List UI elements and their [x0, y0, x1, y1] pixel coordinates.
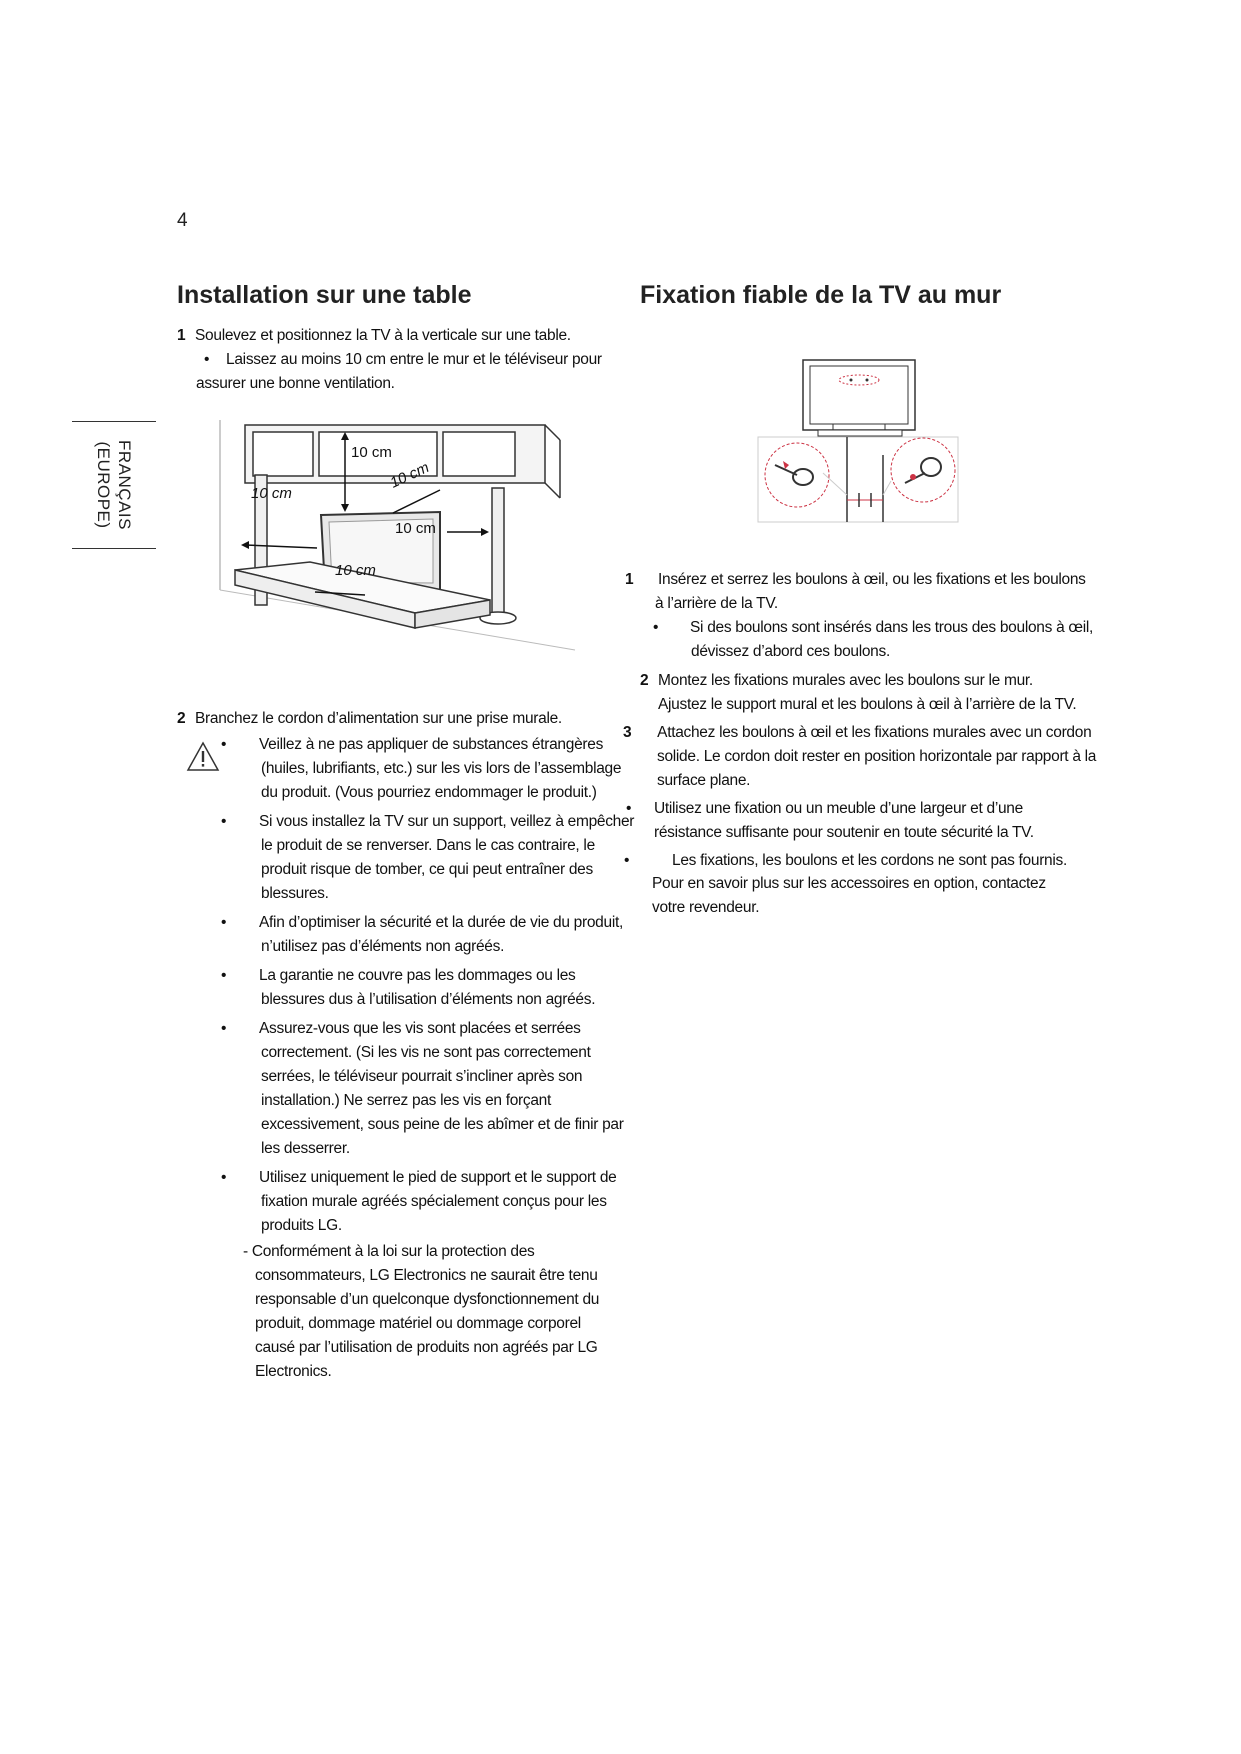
label-left-gap: 10 cm — [251, 485, 292, 502]
warning-bullet: • Afin d’optimiser la sécurité et la durée de vie du produit, n’utilisez pas d’éléments non agréés. — [221, 914, 623, 955]
right-step1: 1 Insérez et serrez les boulons à œil, ou les fixations et les boulons à l’arrière de la TV. — [625, 571, 1086, 612]
section-title-table: Installation sur une table — [177, 281, 472, 309]
warning-sub-dash: - Conformément à la loi sur la protection des consommateurs, LG Electronics ne saurait être tenu responsable d’un quelconque dysfonctionnement du produit, dommage matériel ou dommage corporel causé par l’utilisation de produits non agréés par LG Electronics. — [243, 1243, 600, 1380]
left-step1-bullet: • Laissez au moins 10 cm entre le mur et le téléviseur pour assurer une bonne ventilation. — [196, 351, 602, 392]
warning-bullet: • Assurez-vous que les vis sont placées et serrées correctement. (Si les vis ne sont pas correctement serrées, le téléviseur pourrait s’incliner après son installation.) Ne serrez pas les vis en forçant excessivement, sous peine de les abîmer et de finir par les desserrer. — [221, 1020, 624, 1157]
warning-bullets — [221, 733, 636, 1384]
warning-triangle-icon — [186, 741, 220, 772]
right-step3: 3 Attachez les boulons à œil et les fixations murales avec un cordon solide. Le cordon doit rester en position horizontale par rapport à la surface plane. — [623, 724, 1097, 789]
label-top-gap: 10 cm — [351, 444, 392, 461]
warning-bullet: • Si vous installez la TV sur un support, veillez à empêcher le produit de se renverser. Dans le cas contraire, le produit risque de tomber, ce qui peut entraîner des blessures. — [221, 813, 635, 902]
right-bullet1: • Utilisez une fixation ou un meuble d’une largeur et d’une résistance suffisante pour soutenir en toute sécurité la TV. — [626, 800, 1034, 841]
left-step2: 2 Branchez le cordon d’alimentation sur une prise murale. — [177, 710, 562, 727]
tv-table-illustration — [215, 420, 585, 670]
warning-bullet: • Utilisez uniquement le pied de support et le support de fixation murale agréés spécialement conçus pour les produits LG. — [221, 1169, 617, 1234]
warning-bullet: • Veillez à ne pas appliquer de substances étrangères (huiles, lubrifiants, etc.) sur les vis lors de l’assemblage du produit. (Vous pourriez endommager le produit.) — [221, 736, 622, 801]
right-bullet2: • Les fixations, les boulons et les cordons ne sont pas fournis. — [624, 852, 1067, 869]
right-step2: 2 Montez les fixations murales avec les boulons sur le mur. Ajustez le support mural et les boulons à œil à l’arrière de la TV. — [640, 672, 1077, 713]
wall-fixing-illustration — [755, 355, 965, 530]
section-title-wall: Fixation fiable de la TV au mur — [640, 281, 1002, 309]
right-bullet2-extra: Pour en savoir plus sur les accessoires en option, contactez votre revendeur. — [652, 875, 1046, 916]
left-step1: 1 Soulevez et positionnez la TV à la verticale sur une table. — [177, 327, 571, 344]
page-number: 4 — [177, 210, 188, 231]
label-bottom-gap: 10 cm — [335, 562, 376, 579]
language-side-tab — [72, 421, 156, 549]
warning-bullet: • La garantie ne couvre pas les dommages ou les blessures dus à l’utilisation d’éléments non agréés. — [221, 967, 596, 1008]
right-step1-bullet: • Si des boulons sont insérés dans les trous des boulons à œil, dévissez d’abord ces boulons. — [653, 619, 1094, 660]
language-label: FRANÇAIS (EUROPE) — [94, 440, 134, 530]
label-right-gap: 10 cm — [395, 520, 436, 537]
label-right-top-gap: 10 cm — [387, 458, 432, 492]
